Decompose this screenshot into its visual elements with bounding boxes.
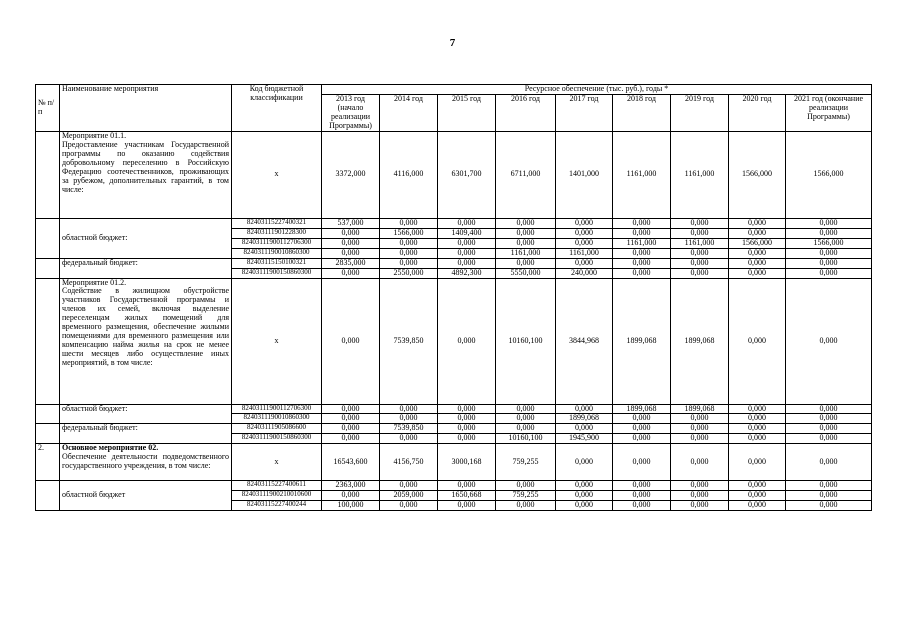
budget-row: [36, 404, 872, 414]
value-cell: 2550,000: [380, 268, 438, 278]
measure-row: [36, 444, 872, 481]
value-cell: 2363,000: [322, 481, 380, 491]
value-cell: 0,000: [556, 238, 613, 248]
value-cell: 0,000: [322, 278, 380, 404]
value-cell: 0,000: [322, 228, 380, 238]
budget-code: 82403111900150860300: [232, 434, 322, 444]
row-number: [36, 278, 60, 404]
budget-code: 82403111900112706300: [232, 238, 322, 248]
measure-text: Предоставление участникам Государственной программы по оказанию содействия добровольному переселению в Российскую Федерацию соотечественников, проживающих за рубежом, дополнительных гарантий, в том числе:: [62, 139, 229, 194]
value-cell: 0,000: [786, 414, 872, 424]
value-cell: 0,000: [613, 218, 671, 228]
value-cell: 0,000: [496, 501, 556, 511]
budget-label: областной бюджет:: [60, 404, 232, 424]
value-cell: 0,000: [729, 258, 786, 268]
value-cell: 0,000: [786, 258, 872, 268]
value-cell: 0,000: [438, 501, 496, 511]
value-cell: 100,000: [322, 501, 380, 511]
value-cell: 0,000: [786, 424, 872, 434]
value-cell: 0,000: [322, 268, 380, 278]
value-cell: 0,000: [613, 491, 671, 501]
value-cell: 0,000: [671, 248, 729, 258]
value-cell: 3000,168: [438, 444, 496, 481]
value-cell: 10160,100: [496, 434, 556, 444]
measure-description: [60, 278, 232, 404]
value-cell: 759,255: [496, 444, 556, 481]
header-num: № п/ п: [36, 85, 60, 132]
value-cell: 0,000: [729, 424, 786, 434]
value-cell: 537,000: [322, 218, 380, 228]
value-cell: 0,000: [380, 238, 438, 248]
budget-code: 82403115227400321: [232, 218, 322, 228]
value-cell: 0,000: [786, 501, 872, 511]
budget-row: [36, 258, 872, 268]
measure-text: Содействие в жилищном обустройстве участников Государственной программы и членов их семей, включая выделение переселенцам жилых помещений для временного размещения, обеспечение жилыми помещениями для временного размещения или компенсацию найма жилья на срок не менее шести месяцев либо осуществление иных мероприятий, в том числе:: [62, 286, 229, 368]
value-cell: 1161,000: [671, 238, 729, 248]
row-number: [36, 258, 60, 278]
value-cell: 0,000: [496, 258, 556, 268]
value-cell: 0,000: [613, 481, 671, 491]
value-cell: 0,000: [438, 278, 496, 404]
header-year: 2013 год (начало реализации Программы): [322, 95, 380, 132]
value-cell: 0,000: [322, 434, 380, 444]
budget-code: 8240311190010860300: [232, 414, 322, 424]
value-cell: 0,000: [556, 258, 613, 268]
value-cell: 1899,068: [556, 414, 613, 424]
value-cell: 0,000: [438, 414, 496, 424]
value-cell: 0,000: [671, 434, 729, 444]
budget-code: 82403111901228300: [232, 228, 322, 238]
value-cell: 1161,000: [613, 131, 671, 218]
value-cell: 0,000: [322, 491, 380, 501]
value-cell: 1566,000: [729, 238, 786, 248]
value-cell: 0,000: [729, 444, 786, 481]
value-cell: 1566,000: [786, 238, 872, 248]
value-cell: 0,000: [786, 268, 872, 278]
value-cell: 5550,000: [496, 268, 556, 278]
value-cell: 0,000: [786, 248, 872, 258]
value-cell: 0,000: [729, 248, 786, 258]
header-resource: Ресурсное обеспечение (тыс. руб.), годы *: [322, 85, 872, 95]
header-name: Наименование мероприятия: [60, 85, 232, 132]
measure-description: [60, 444, 232, 481]
value-cell: 0,000: [613, 268, 671, 278]
header-year: 2019 год: [671, 95, 729, 132]
value-cell: 0,000: [786, 404, 872, 414]
value-cell: 1566,000: [786, 131, 872, 218]
value-cell: 4892,300: [438, 268, 496, 278]
header-year: 2018 год: [613, 95, 671, 132]
value-cell: 7539,850: [380, 424, 438, 434]
value-cell: 0,000: [438, 248, 496, 258]
value-cell: 0,000: [729, 501, 786, 511]
value-cell: 0,000: [613, 228, 671, 238]
resource-table: [35, 84, 872, 511]
value-cell: 0,000: [438, 434, 496, 444]
row-number: [36, 131, 60, 218]
value-cell: 0,000: [322, 248, 380, 258]
row-number: [36, 404, 60, 424]
header-year: 2015 год: [438, 95, 496, 132]
value-cell: 1899,068: [613, 278, 671, 404]
measure-row: [36, 131, 872, 218]
value-cell: 0,000: [556, 481, 613, 491]
budget-row: [36, 218, 872, 228]
value-cell: 0,000: [786, 491, 872, 501]
value-cell: 0,000: [613, 258, 671, 268]
budget-code: 82403111900112706300: [232, 404, 322, 414]
value-cell: 0,000: [380, 501, 438, 511]
value-cell: 0,000: [613, 424, 671, 434]
value-cell: 0,000: [496, 414, 556, 424]
value-cell: 0,000: [438, 481, 496, 491]
value-cell: 0,000: [380, 218, 438, 228]
value-cell: 2059,000: [380, 491, 438, 501]
value-cell: 0,000: [671, 501, 729, 511]
value-cell: 0,000: [438, 404, 496, 414]
value-cell: 0,000: [438, 424, 496, 434]
value-cell: 1566,000: [729, 131, 786, 218]
value-cell: 759,255: [496, 491, 556, 501]
row-number: [36, 481, 60, 511]
value-cell: 0,000: [729, 414, 786, 424]
value-cell: 0,000: [671, 424, 729, 434]
value-cell: 0,000: [496, 228, 556, 238]
value-cell: 3844,968: [556, 278, 613, 404]
value-cell: 0,000: [613, 444, 671, 481]
value-cell: 0,000: [671, 228, 729, 238]
value-cell: 0,000: [786, 434, 872, 444]
value-cell: 0,000: [556, 501, 613, 511]
header-code: Код бюджетной классификации: [232, 85, 322, 132]
value-cell: 0,000: [322, 238, 380, 248]
value-cell: 0,000: [322, 414, 380, 424]
budget-code: 82403111905086600: [232, 424, 322, 434]
value-cell: 0,000: [729, 278, 786, 404]
value-cell: 1409,400: [438, 228, 496, 238]
value-cell: 0,000: [496, 404, 556, 414]
value-cell: 0,000: [729, 404, 786, 414]
value-cell: 0,000: [556, 404, 613, 414]
budget-code: 82403115227400611: [232, 481, 322, 491]
value-cell: 240,000: [556, 268, 613, 278]
header-year: 2020 год: [729, 95, 786, 132]
value-cell: 1401,000: [556, 131, 613, 218]
value-cell: 0,000: [380, 481, 438, 491]
budget-code: х: [232, 278, 322, 404]
value-cell: 0,000: [729, 491, 786, 501]
value-cell: 6301,700: [438, 131, 496, 218]
value-cell: 0,000: [380, 414, 438, 424]
value-cell: 0,000: [556, 491, 613, 501]
value-cell: 1161,000: [613, 238, 671, 248]
value-cell: 2835,000: [322, 258, 380, 268]
budget-code: 82403111900150860300: [232, 268, 322, 278]
value-cell: 0,000: [438, 238, 496, 248]
value-cell: 0,000: [438, 218, 496, 228]
value-cell: 0,000: [729, 268, 786, 278]
budget-label: федеральный бюджет:: [60, 258, 232, 278]
value-cell: 10160,100: [496, 278, 556, 404]
value-cell: 1650,668: [438, 491, 496, 501]
value-cell: 0,000: [671, 268, 729, 278]
value-cell: 0,000: [613, 501, 671, 511]
budget-code: 8240311190010860300: [232, 248, 322, 258]
value-cell: 1566,000: [380, 228, 438, 238]
header-year: 2017 год: [556, 95, 613, 132]
budget-code: х: [232, 131, 322, 218]
value-cell: 1945,900: [556, 434, 613, 444]
value-cell: 0,000: [613, 248, 671, 258]
value-cell: 4156,750: [380, 444, 438, 481]
budget-row: [36, 424, 872, 434]
budget-label: областной бюджет: [60, 481, 232, 511]
value-cell: 0,000: [556, 228, 613, 238]
value-cell: 0,000: [729, 218, 786, 228]
value-cell: 1899,068: [671, 278, 729, 404]
budget-label: федеральный бюджет:: [60, 424, 232, 444]
value-cell: 0,000: [496, 238, 556, 248]
value-cell: 0,000: [380, 404, 438, 414]
value-cell: 0,000: [613, 414, 671, 424]
value-cell: 0,000: [786, 228, 872, 238]
budget-code: 82403115227400244: [232, 501, 322, 511]
budget-code: 82403111900210010600: [232, 491, 322, 501]
value-cell: 0,000: [786, 278, 872, 404]
value-cell: 1161,000: [496, 248, 556, 258]
measure-description: [60, 131, 232, 218]
value-cell: 0,000: [496, 424, 556, 434]
measure-title: Мероприятие 01.1.: [62, 131, 127, 140]
header-year: 2016 год: [496, 95, 556, 132]
row-number: 2.: [36, 444, 60, 481]
value-cell: 0,000: [671, 218, 729, 228]
value-cell: 0,000: [671, 491, 729, 501]
value-cell: 0,000: [556, 444, 613, 481]
value-cell: 0,000: [671, 481, 729, 491]
value-cell: 0,000: [671, 258, 729, 268]
page-number: 7: [449, 37, 456, 49]
row-number: [36, 218, 60, 258]
value-cell: 1161,000: [671, 131, 729, 218]
value-cell: 0,000: [322, 424, 380, 434]
value-cell: 0,000: [786, 218, 872, 228]
value-cell: 0,000: [729, 481, 786, 491]
budget-code: х: [232, 444, 322, 481]
value-cell: 0,000: [786, 444, 872, 481]
value-cell: 3372,000: [322, 131, 380, 218]
budget-code: 82403115150100321: [232, 258, 322, 268]
value-cell: 0,000: [438, 258, 496, 268]
value-cell: 0,000: [380, 248, 438, 258]
header-year: 2021 год (окончание реализации Программы): [786, 95, 872, 132]
value-cell: 0,000: [322, 404, 380, 414]
header-row: [36, 85, 872, 95]
budget-row: [36, 481, 872, 491]
measure-title: Основное мероприятие 02.: [62, 443, 159, 453]
value-cell: 0,000: [613, 434, 671, 444]
value-cell: 16543,600: [322, 444, 380, 481]
value-cell: 0,000: [556, 424, 613, 434]
value-cell: 0,000: [556, 218, 613, 228]
header-year: 2014 год: [380, 95, 438, 132]
value-cell: 0,000: [496, 218, 556, 228]
value-cell: 0,000: [729, 434, 786, 444]
value-cell: 0,000: [729, 228, 786, 238]
value-cell: 0,000: [496, 481, 556, 491]
measure-text: Обеспечение деятельности подведомственного государственного учреждения, в том числе:: [62, 452, 229, 471]
value-cell: 1899,068: [613, 404, 671, 414]
value-cell: 0,000: [671, 444, 729, 481]
value-cell: 4116,000: [380, 131, 438, 218]
value-cell: 7539,850: [380, 278, 438, 404]
value-cell: 0,000: [671, 414, 729, 424]
value-cell: 1161,000: [556, 248, 613, 258]
budget-label: областной бюджет:: [60, 218, 232, 258]
value-cell: 6711,000: [496, 131, 556, 218]
value-cell: 0,000: [380, 434, 438, 444]
measure-row: [36, 278, 872, 404]
row-number: [36, 424, 60, 444]
measure-title: Мероприятие 01.2.: [62, 278, 127, 287]
value-cell: 1899,068: [671, 404, 729, 414]
value-cell: 0,000: [380, 258, 438, 268]
value-cell: 0,000: [786, 481, 872, 491]
